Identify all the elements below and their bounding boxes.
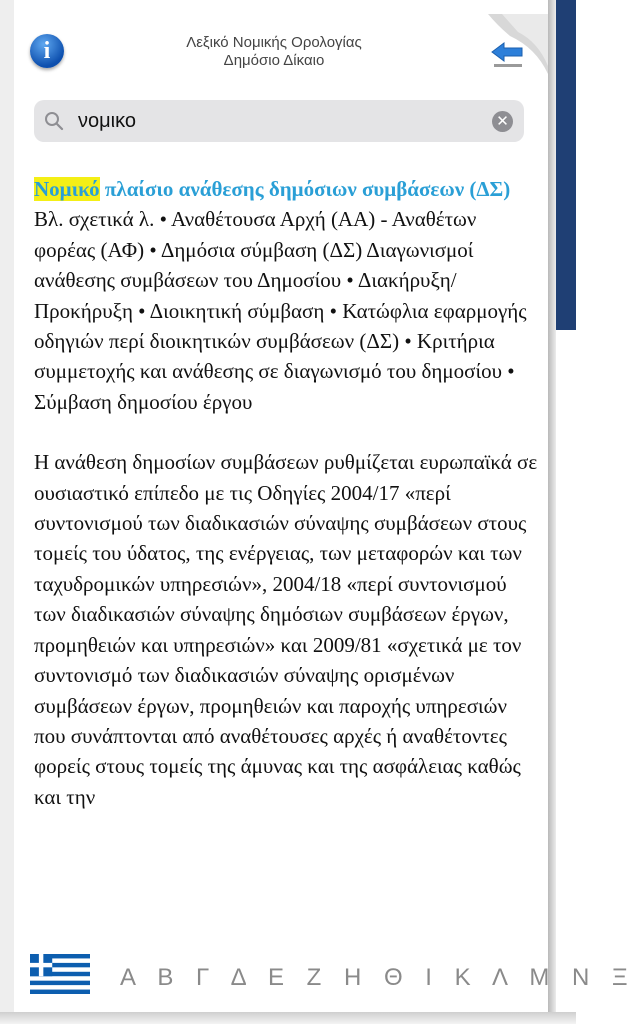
- search-input[interactable]: νομικο: [78, 110, 136, 132]
- entry-content: [34, 174, 538, 936]
- entry-body: Η ανάθεση δημοσίων συμβάσεων ρυθμίζεται ευρωπαϊκά σε ουσιαστικό επίπεδο με τις Οδηγίες 2004/17 «περί συντονισμού των διαδικασιών σύναψης συμβάσεων στους τομείς του ύδατος, της ενέργειας, των μεταφορών και των ταχυδρομικών υπηρεσιών», 2004/18 «περί συντονισμού των διαδικασιών σύναψης δημόσιων συμβάσεων έργων, προμηθειών και υπηρεσιών» και 2009/81 «σχετικά με τον συντονισμό των διαδικασιών σύναψης ορισμένων συμβάσεων έργων, προμηθειών και παροχής υπηρεσιών που συνάπτονται από αναθέτουσες αρχές ή αναθέτοντες φορείς στους τομείς της άμυνας και της ασφάλειας καθώς και την: [34, 450, 538, 809]
- search-bar[interactable]: [34, 100, 524, 142]
- left-edge: [0, 0, 14, 1024]
- alphabet-index[interactable]: Α Β Γ Δ Ε Ζ Η Θ Ι Κ Λ Μ Ν Ξ: [120, 964, 636, 991]
- page-shadow: [548, 0, 556, 1024]
- app-title-line2: Δημόσιο Δίκαιο: [223, 52, 325, 69]
- search-icon: [44, 111, 64, 131]
- page-bottom-edge: [0, 1012, 576, 1024]
- info-icon[interactable]: [30, 34, 64, 68]
- entry-header-paragraph: [34, 174, 538, 417]
- greek-flag-icon[interactable]: [30, 954, 90, 994]
- app-title-line1: Λεξικό Νομικής Ορολογίας: [186, 34, 362, 51]
- page-curl: [488, 14, 548, 74]
- search-highlight[interactable]: Νομικό: [34, 177, 100, 201]
- info-label: i: [43, 38, 51, 64]
- entry-title[interactable]: πλαίσιο ανάθεσης δημόσιων συμβάσεων (ΔΣ): [104, 177, 511, 201]
- alphabet-index-bar: [14, 936, 636, 1012]
- clear-icon[interactable]: ✕: [492, 111, 513, 132]
- see-also-text: Βλ. σχετικά λ. • Αναθέτουσα Αρχή (ΑΑ) - Αναθέτων φορέας (ΑΦ) • Δημόσια σύμβαση (ΔΣ) Διαγωνισμοί ανάθεσης συμβάσεων του Δημοσίου • Διακήρυξη/Προκήρυξη • Διοικητική σύμβαση • Κατώφλια εφαρμογής οδηγιών περί διοικητικών συμβάσεων (ΔΣ) • Κριτήρια συμμετοχής και ανάθεσης σε διαγωνισμό του δημοσίου • Σύμβαση δημοσίου έργου: [34, 207, 527, 414]
- app-title: [114, 34, 434, 70]
- dictionary-page: [14, 14, 636, 1012]
